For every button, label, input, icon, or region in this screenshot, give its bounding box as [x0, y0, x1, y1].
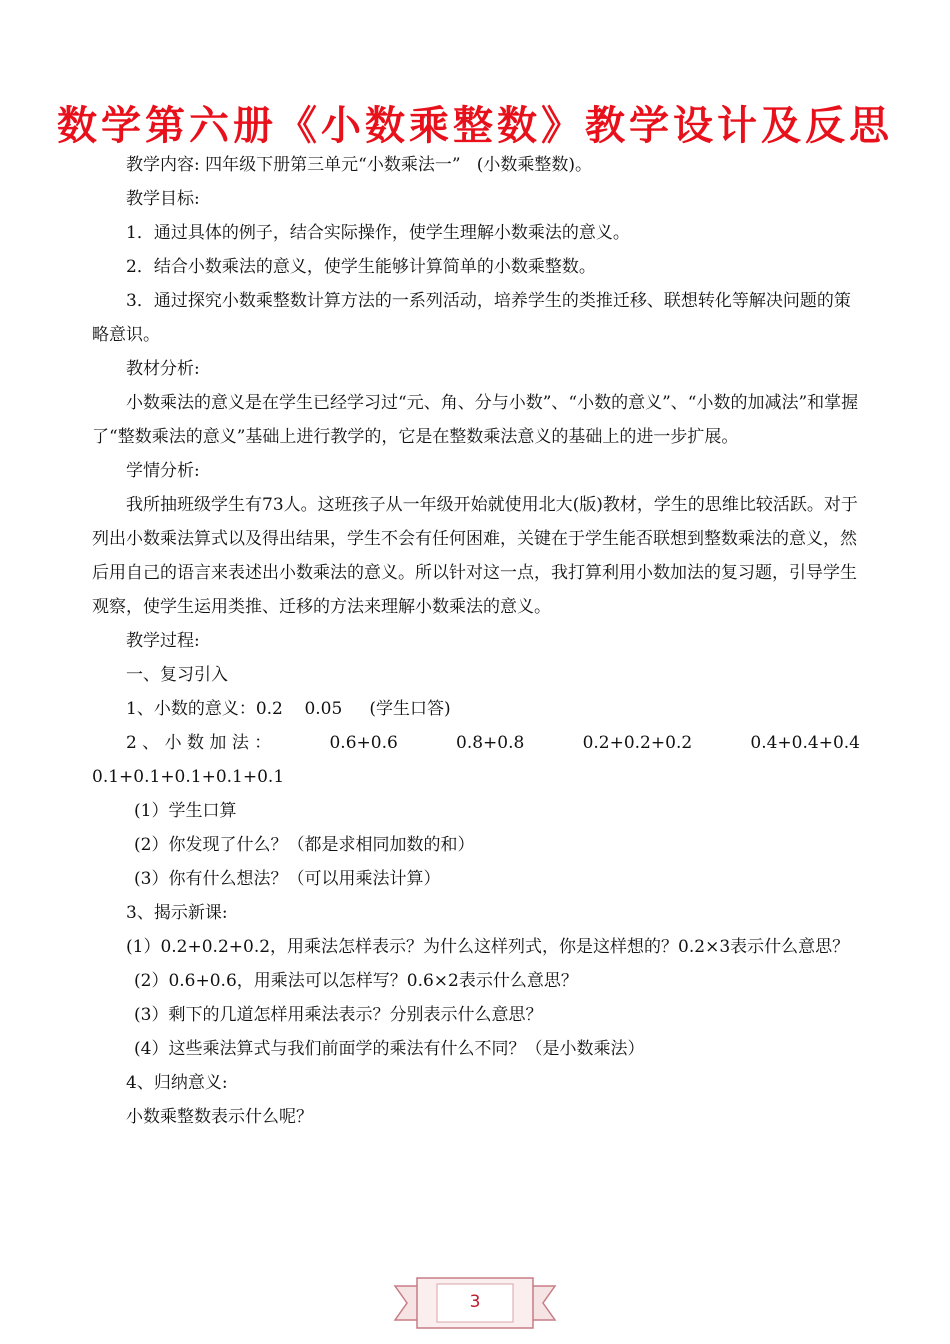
material-analysis-text: 小数乘法的意义是在学生已经学习过“元、角、分与小数”、“小数的意义”、“小数的加减法”和掌握了“整数乘法的意义”基础上进行教学的，它是在整数乘法意义的基础上的进一步扩展。: [92, 393, 859, 447]
student-analysis-heading: 学情分析:: [126, 461, 200, 481]
addition-item: 0.4+0.4+0.4: [750, 733, 860, 753]
goal-2: 2．结合小数乘法的意义，使学生能够计算简单的小数乘整数。: [126, 257, 596, 277]
document-title: 数学第六册《小数乘整数》教学设计及反思: [57, 103, 893, 149]
goal-1: 1．通过具体的例子，结合实际操作，使学生理解小数乘法的意义。: [126, 223, 630, 243]
document-body: [92, 148, 860, 1134]
page-number: 3: [469, 1292, 481, 1312]
step-2: (2）你发现了什么？（都是求相同加数的和）: [134, 835, 475, 855]
addition-label: 2 、 小 数 加 法 ：: [126, 733, 272, 753]
step-3: (3）你有什么想法？（可以用乘法计算）: [134, 869, 441, 889]
teaching-content-line: 教学内容: 四年级下册第三单元“小数乘法一” (小数乘整数)。: [126, 155, 592, 175]
summarize-heading: 4、归纳意义:: [126, 1073, 228, 1093]
teaching-goals-heading: 教学目标:: [126, 189, 200, 209]
question-2: (2）0.6+0.6，用乘法可以怎样写？0.6×2表示什么意思？: [134, 971, 578, 991]
question-3: (3）剩下的几道怎样用乘法表示？分别表示什么意思？: [134, 1005, 543, 1025]
page-number-badge: [393, 1276, 557, 1332]
decimal-meaning-line: 1、小数的意义：0.2 0.05 (学生口答): [126, 699, 451, 719]
student-analysis-text: 我所抽班级学生有73人。这班孩子从一年级开始就使用北大(版)教材，学生的思维比较活跃。对于列出小数乘法算式以及得出结果，学生不会有任何困难，关键在于学生能否联想到整数乘法的意义，然后用自己的语言来表述出小数乘法的意义。所以针对这一点，我打算利用小数加法的复习题，引导学生观察，使学生运用类推、迁移的方法来理解小数乘法的意义。: [92, 495, 858, 617]
teaching-process-heading: 教学过程:: [126, 631, 200, 651]
addition-item: 0.2+0.2+0.2: [582, 733, 693, 753]
reveal-new-lesson-heading: 3、揭示新课:: [126, 903, 228, 923]
goal-3: 3．通过探究小数乘整数计算方法的一系列活动，培养学生的类推迁移、联想转化等解决问题的策略意识。: [92, 291, 851, 345]
addition-item: 0.6+0.6: [329, 733, 398, 753]
step-1: (1）学生口算: [134, 801, 237, 821]
section-review-heading: 一、复习引入: [126, 665, 228, 685]
material-analysis-heading: 教材分析:: [126, 359, 200, 379]
addition-item-last: 0.1+0.1+0.1+0.1+0.1: [92, 767, 285, 787]
summarize-question: 小数乘整数表示什么呢？: [126, 1107, 313, 1127]
addition-item: 0.8+0.8: [456, 733, 525, 753]
question-1: (1）0.2+0.2+0.2，用乘法怎样表示？为什么这样列式，你是这样想的？0.2×3表示什么意思？: [126, 937, 850, 957]
decimal-addition-block: [92, 726, 860, 794]
question-4: (4）这些乘法算式与我们前面学的乘法有什么不同？（是小数乘法）: [134, 1039, 645, 1059]
